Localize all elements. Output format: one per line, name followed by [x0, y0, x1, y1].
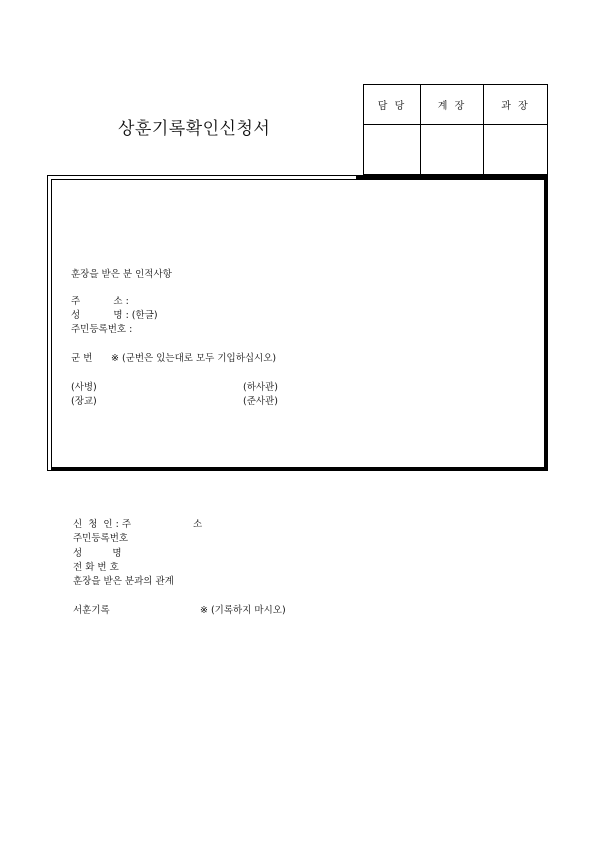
award-record-label: 서훈기록	[73, 605, 110, 616]
service-number-label: 군 번	[71, 353, 93, 364]
applicant-label: 신 청 인 : 주	[73, 519, 132, 530]
applicant-name-label: 성 명	[73, 548, 122, 559]
recipient-heading: 훈장을 받은 분 인적사항	[71, 269, 172, 280]
warrant-label: (준사관)	[243, 396, 278, 407]
applicant-address-suffix: 소	[193, 519, 203, 530]
applicant-rrn-label: 주민등록번호	[73, 533, 129, 544]
recipient-rrn-label: 주민등록번호 :	[71, 324, 133, 335]
approval-header-staff: 담 당	[364, 85, 421, 125]
award-record-note: ※ (기록하지 마시오)	[200, 605, 286, 616]
applicant-relation-label: 훈장을 받은 분과의 관계	[73, 576, 174, 587]
service-number-note: ※ (군번은 있는대로 모두 기입하십시오)	[111, 353, 277, 364]
applicant-phone-label: 전 화 번 호	[73, 562, 119, 573]
recipient-name-label: 성 명 : (한글)	[71, 310, 158, 321]
officer-label: (장교)	[71, 396, 97, 407]
approval-sign-chief[interactable]	[421, 125, 484, 174]
approval-sign-director[interactable]	[484, 125, 547, 174]
page-title: 상훈기록확인신청서	[118, 119, 271, 139]
nco-label: (하사관)	[243, 382, 278, 393]
approval-header-chief: 계 장	[421, 85, 484, 125]
recipient-address-label: 주 소 :	[71, 296, 129, 307]
approval-header-director: 과 장	[484, 85, 547, 125]
approval-box	[363, 84, 548, 175]
approval-sign-staff[interactable]	[364, 125, 421, 174]
enlisted-label: (사병)	[71, 382, 97, 393]
